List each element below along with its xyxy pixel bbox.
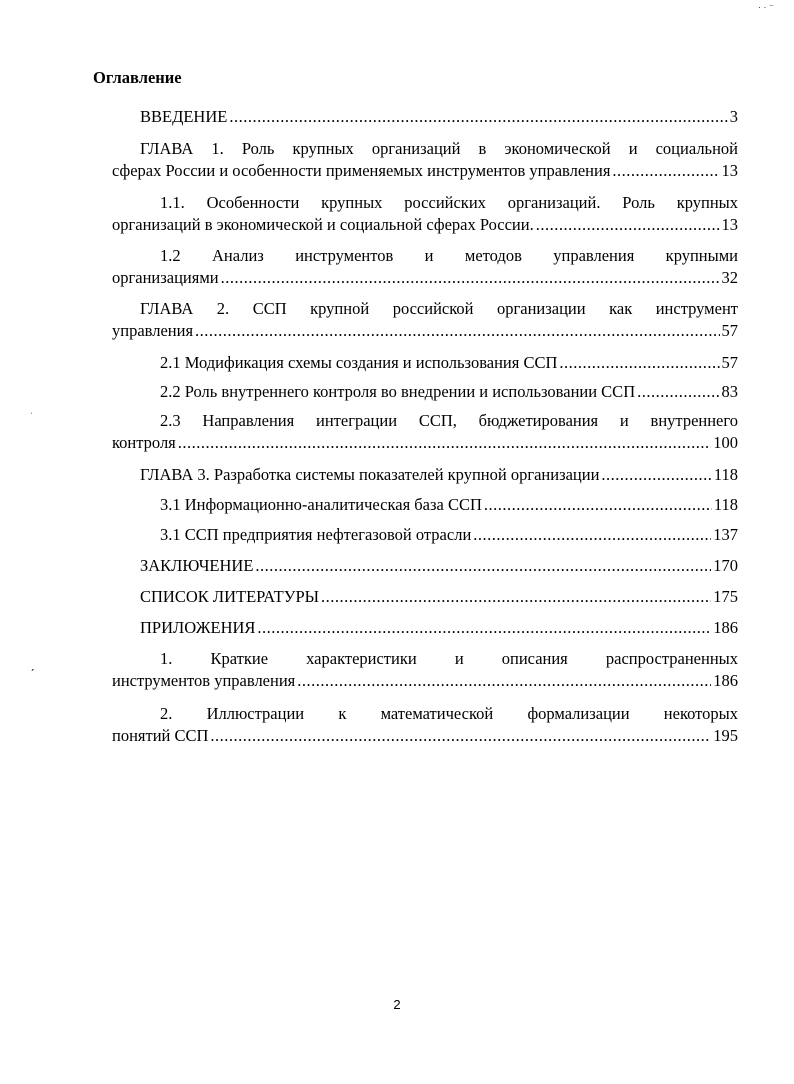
toc-entry-text: инструментов управления <box>112 671 296 690</box>
toc-line <box>112 586 738 608</box>
toc-line <box>112 555 738 577</box>
toc-entry-text: ЗАКЛЮЧЕНИЕ <box>140 556 254 575</box>
toc-entry-first-line: ГЛАВА 1. Роль крупных организаций в экономической и социальной <box>140 139 738 158</box>
toc-line <box>112 320 738 342</box>
toc-entry-first-line: 1.1. Особенности крупных российских организаций. Роль крупных <box>160 193 738 212</box>
toc-entry-1-1 <box>112 192 738 236</box>
toc-entry-page: 137 <box>713 525 738 544</box>
toc-line <box>112 432 738 454</box>
toc-entry-page: 13 <box>721 215 738 234</box>
toc-leader-dots <box>229 106 727 128</box>
toc-entry-introduction <box>112 106 738 128</box>
toc-entry-appendices <box>112 617 738 639</box>
toc-line <box>112 725 738 747</box>
toc-entry-appendix-2 <box>112 703 738 747</box>
toc-entry-first-line: 2. Иллюстрации к математической формализации некоторых <box>160 704 738 723</box>
toc-leader-dots <box>601 464 711 486</box>
toc-entry-2-3 <box>112 410 738 454</box>
toc-entry-text: сферах России и особенности применяемых инструментов управления <box>112 161 611 180</box>
toc-entry-text: организаций в экономической и социальной сферах России. <box>112 215 534 234</box>
page-number: 2 <box>393 997 401 1012</box>
toc-entry-appendix-1 <box>112 648 738 692</box>
toc-entry-first-line: 2.3 Направления интеграции ССП, бюджетирования и внутреннего <box>160 411 738 430</box>
toc-line <box>112 160 738 182</box>
toc-entry-text: ВВЕДЕНИЕ <box>140 107 228 126</box>
toc-line <box>112 106 738 128</box>
toc-entry-text: СПИСОК ЛИТЕРАТУРЫ <box>140 587 320 606</box>
toc-entry-references <box>112 586 738 608</box>
toc-entry-page: 100 <box>713 433 738 452</box>
toc-entry-page: 186 <box>713 671 738 690</box>
toc-entry-text: управления <box>112 321 194 340</box>
toc-leader-dots <box>559 352 719 374</box>
toc-line <box>112 617 738 639</box>
toc-entry-chapter-1 <box>112 138 738 182</box>
toc-entry-2-1 <box>112 352 738 374</box>
toc-line <box>112 464 738 486</box>
toc-title: Оглавление <box>93 68 182 87</box>
toc-entry-3-1-oil-gas <box>112 524 738 546</box>
toc-entry-chapter-2 <box>112 298 738 342</box>
toc-entry-conclusion <box>112 555 738 577</box>
toc-entry-chapter-3 <box>112 464 738 486</box>
toc-entry-text: ПРИЛОЖЕНИЯ <box>140 618 256 637</box>
toc-leader-dots <box>321 586 711 608</box>
toc-line <box>112 670 738 692</box>
toc-entry-text: ГЛАВА 3. Разработка системы показателей крупной организации <box>140 465 600 484</box>
toc-entry-text: 2.1 Модификация схемы создания и использования ССП <box>160 353 558 372</box>
toc-line <box>112 381 738 403</box>
toc-entry-page: 118 <box>713 465 738 484</box>
toc-entry-3-1 <box>112 494 738 516</box>
toc-entry-page: 32 <box>721 268 738 287</box>
toc-entry-page: 3 <box>729 107 738 126</box>
scan-mark: · · ⁻ <box>758 2 774 12</box>
toc-line <box>112 267 738 289</box>
toc-line <box>112 214 738 236</box>
toc-leader-dots <box>297 670 711 692</box>
toc-entry-text: организациями <box>112 268 219 287</box>
toc-entry-page: 83 <box>721 382 738 401</box>
toc-entry-text: 3.1 Информационно-аналитическая база ССП <box>160 495 482 514</box>
toc-leader-dots <box>178 432 711 454</box>
scan-mark: ˏ <box>30 655 35 671</box>
toc-entry-text: понятий ССП <box>112 726 209 745</box>
scan-mark: ˌ <box>30 404 33 414</box>
toc-entry-page: 186 <box>713 618 738 637</box>
toc-leader-dots <box>255 555 711 577</box>
toc-entry-page: 175 <box>713 587 738 606</box>
toc-entry-text: контроля <box>112 433 176 452</box>
toc-leader-dots <box>221 267 720 289</box>
toc-entry-page: 57 <box>721 353 738 372</box>
toc-entry-page: 170 <box>713 556 738 575</box>
toc-line <box>112 494 738 516</box>
toc-entry-page: 57 <box>721 321 738 340</box>
toc-line <box>112 524 738 546</box>
toc-line <box>112 352 738 374</box>
toc-entry-first-line: ГЛАВА 2. ССП крупной российской организации как инструмент <box>140 299 738 318</box>
toc-leader-dots <box>637 381 719 403</box>
toc-leader-dots <box>473 524 711 546</box>
toc-entry-page: 118 <box>713 495 738 514</box>
toc-leader-dots <box>612 160 719 182</box>
toc-leader-dots <box>536 214 720 236</box>
toc-entry-page: 13 <box>721 161 738 180</box>
toc-entry-first-line: 1. Краткие характеристики и описания распространенных <box>160 649 738 668</box>
toc-leader-dots <box>257 617 711 639</box>
toc-entry-text: 2.2 Роль внутреннего контроля во внедрении и использовании ССП <box>160 382 636 401</box>
toc-entry-page: 195 <box>713 726 738 745</box>
toc-leader-dots <box>484 494 712 516</box>
toc-entry-text: 3.1 ССП предприятия нефтегазовой отрасли <box>160 525 472 544</box>
toc-entry-1-2 <box>112 245 738 289</box>
toc-entry-2-2 <box>112 381 738 403</box>
toc-leader-dots <box>210 725 711 747</box>
toc-leader-dots <box>195 320 719 342</box>
toc-entry-first-line: 1.2 Анализ инструментов и методов управления крупными <box>160 246 738 265</box>
